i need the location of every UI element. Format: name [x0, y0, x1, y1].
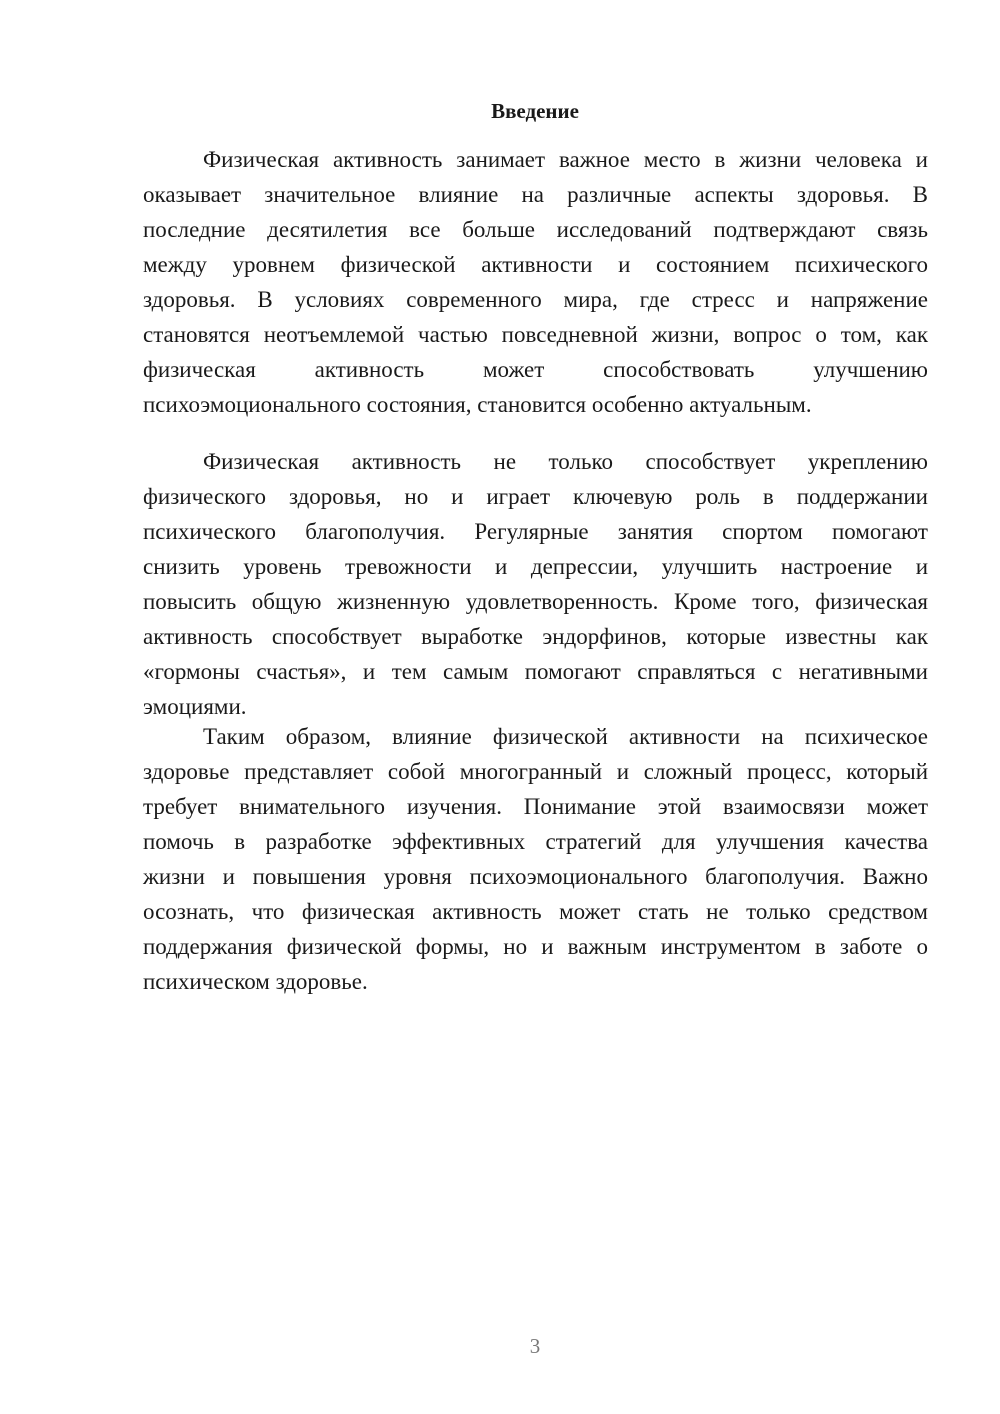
text-line: между уровнем физической активности и состоянием психического [143, 252, 928, 277]
text-line: психическом здоровье. [143, 969, 368, 994]
paragraph-2 [143, 444, 928, 724]
section-title: Введение [491, 99, 579, 123]
page-number: 3 [529, 1334, 541, 1358]
text-line: физическая активность может способствовать улучшению [143, 357, 928, 382]
text-line: эмоциями. [143, 694, 247, 719]
text-line: помочь в разработке эффективных стратегий для улучшения качества [143, 829, 928, 854]
text-line: Таким образом, влияние физической активности на психическое [203, 724, 928, 749]
text-line: здоровья. В условиях современного мира, где стресс и напряжение [143, 287, 928, 312]
text-line: Физическая активность занимает важное место в жизни человека и [203, 147, 928, 172]
text-line: последние десятилетия все больше исследований подтверждают связь [143, 217, 928, 242]
text-line: психоэмоционального состояния, становится особенно актуальным. [143, 392, 812, 417]
text-line: активность способствует выработке эндорфинов, которые известны как [143, 624, 928, 649]
text-line: психического благополучия. Регулярные занятия спортом помогают [143, 519, 928, 544]
text-line: осознать, что физическая активность может стать не только средством [143, 899, 928, 924]
text-line: физического здоровья, но и играет ключевую роль в поддержании [143, 484, 928, 509]
text-line: снизить уровень тревожности и депрессии, улучшить настроение и [143, 554, 928, 579]
text-line: здоровье представляет собой многогранный и сложный процесс, который [143, 759, 928, 784]
text-line: становятся неотъемлемой частью повседневной жизни, вопрос о том, как [143, 322, 928, 347]
paragraph-3 [143, 719, 928, 999]
text-line: повысить общую жизненную удовлетворенность. Кроме того, физическая [143, 589, 928, 614]
text-line: «гормоны счастья», и тем самым помогают справляться с негативными [143, 659, 928, 684]
text-line: оказывает значительное влияние на различные аспекты здоровья. В [143, 182, 928, 207]
text-line: Физическая активность не только способствует укреплению [203, 449, 928, 474]
text-line: требует внимательного изучения. Понимание этой взаимосвязи может [143, 794, 928, 819]
text-line: поддержания физической формы, но и важным инструментом в заботе о [143, 934, 928, 959]
text-line: жизни и повышения уровня психоэмоционального благополучия. Важно [143, 864, 928, 889]
paragraph-1 [143, 142, 928, 422]
